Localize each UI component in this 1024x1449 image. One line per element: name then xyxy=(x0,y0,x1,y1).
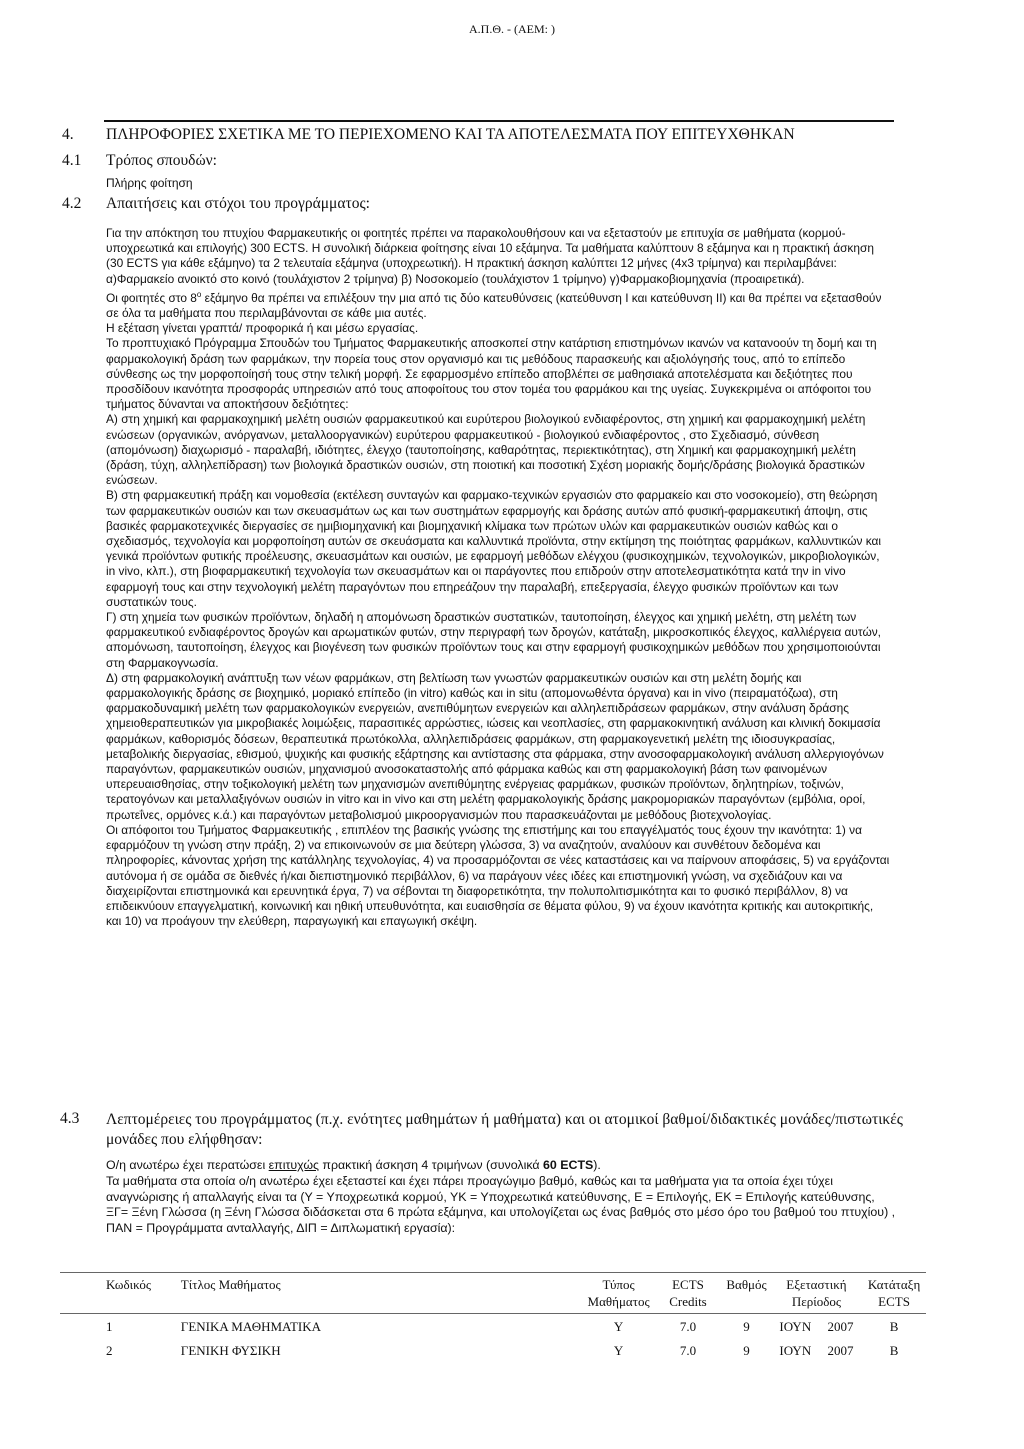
col-grade-header: Βαθμός xyxy=(726,1277,767,1292)
cell-type: Υ xyxy=(613,1319,624,1334)
col-period-header: Εξεταστική Περίοδος xyxy=(786,1277,847,1309)
cell-class: Β xyxy=(889,1319,899,1334)
col-code-header: Κωδικός xyxy=(106,1277,151,1292)
practice-ects-bold: 60 ECTS xyxy=(543,1158,594,1172)
skills-c-paragraph: Γ) στη χημεία των φυσικών προϊόντων, δηλαδή η απομόνωση δραστικών συστατικών, ταυτοποίηση, έλεγχος και χημική μελέτη, στη μελέτη των φαρμακευτικού ενδιαφέροντος δρογών και αρωματικών φυτών, στην περιγραφή των δρογών, κατάταξη, μικροσκοπικός έλεγχος, καλλιέργεια αυτών, απομόνωση, ταυτοποίηση, έλεγχος και βιογένεση των φυσικών προϊόντων τους και στην εφαρμογή φυσικοχημικών μεθόδων που χρησιμοποιούνται στη Φαρμακογνωσία. xyxy=(106,610,881,670)
table-header-row xyxy=(60,1273,926,1314)
skills-d-paragraph: Δ) στη φαρμακολογική ανάπτυξη των νέων φαρμάκων, στη βελτίωση των γνωστών φαρμακευτικών ουσιών και στη μελέτη δομής και φαρμακολογικής δράσης σε βιοχημικό, μοριακό επίπεδο (in vitro) καθώς και in situ (απομονωθέντα όργανα) και in vivo (πειραματόζωα), στη φαρμακοδυναμική μελέτη των φαρμακολογικών ενεργειών, ανεπιθύμητων ενεργειών και αλληλεπιδράσεων φαρμάκων, στην ανάλυση δράσης χημειοθεραπευτικών για μικροβιακές λοιμώξεις, παρασιτικές αρρώστιες, ιώσεις και νεοπλασίες, στη φαρμακοκινητική ανάλυση και κλινική δοκιμασία φαρμάκων, καθορισμός δόσεων, θεραπευτικά πρωτόκολλα, αλληλεπιδράσεις φαρμάκων, στη φαρμακογενετική μελέτη της ιδιοσυγκρασίας, μεταβολικής διεργασίας, εθισμού, ψυχικής και φυσικής εξάρτησης και αντίστασης στα φάρμακα, στην ανοσοφαρμακολογική ανάλυση αλλεργιογόνων παραγόντων, φαρμακευτικών ουσιών, μηχανισμού ανοσοκαταστολής από φάρμακα καθώς και στη φαρμακολογική βάση των φαινομένων υπερευαισθησίας, στην τοξικολογική μελέτη των μηχανισμών ανεπιθύμητης ενέργειας φαρμάκων, φυσικών προϊόντων, δηλητηρίων, τοξινών, τερατογόνων και μεταλλαξιγόνων ουσιών in vitro και in vivo και στη μελέτη φαρμακολογικής δράσης μακρομοριακών παραγόντων (εμβόλια, οροί, πρωτεΐνες, ορμόνες κ.ά.) και παραγόντων μεταβολισμού μικροοργανισμών που παρασκευάζονται με μεθόδους βιοτεχνολογίας. xyxy=(106,670,884,822)
section-42-body xyxy=(106,226,890,929)
cell-year: 2007 xyxy=(827,1319,854,1334)
course-table xyxy=(60,1272,926,1362)
section-4-number: 4. xyxy=(62,126,74,143)
specialization-text-pre: Οι φοιτητές στο 8 xyxy=(106,290,197,305)
cell-period xyxy=(771,1314,862,1339)
cell-title: ΓΕΝΙΚΗ ΦΥΣΙΚΗ xyxy=(180,1343,281,1358)
legend-paragraph: Τα μαθήματα στα οποία ο/η ανωτέρω έχει εξεταστεί και έχει πάρει προαγώγιμο βαθμό, καθώς και τα μαθήματα για τα οποία έχει τύχει αναγνώρισης ή απαλλαγής είναι τα (Υ = Υποχρεωτικά κορμού, ΥΚ = Υποχρεωτικά κατεύθυνσης, Ε = Επιλογής, ΕΚ = Επιλογής κατεύθυνσης, ΞΓ= Ξένη Γλώσσα (η Ξένη Γλώσσα διδάσκεται στα 6 πρώτα εξάμηνα, και υπολογίζεται ως ένας βαθμός στο μέσο όρο του βαθμού του πτυχίου) , ΠΑΝ = Προγράμματα ανταλλαγής, ΔΙΠ = Διπλωματική εργασία): xyxy=(106,1173,896,1236)
practice-text-mid: πρακτική άσκηση 4 τριμήνων (συνολικά xyxy=(318,1158,544,1172)
aim-paragraph: Το προπτυχιακό Πρόγραμμα Σπουδών του Τμήματος Φαρμακευτικής αποσκοπεί στην κατάρτιση επιστημόνων ικανών να κατανοούν τη δομή και τη φαρμακολογική δράση των φαρμάκων, την πορεία τους στον οργανισμό και τις μεθόδους παρασκευής και αξιολόγησής τους, από το επίπεδο σύνθεσης ως την μορφοποίησή τους στην τελική μορφή. Σε εφαρμοσμένο επίπεδο αποβλέπει σε μαθησιακά αποτελέσματα και δεξιότητες που προσδίδουν ικανότητα προσφοράς υπηρεσιών από τους αποφοίτους του στον τομέα του φαρμάκου και της υγείας. Συγκεκριμένα οι απόφοιτοι του τμήματος δύνανται να αποκτήσουν δεξιότητες: xyxy=(106,336,877,412)
header-text: Α.Π.Θ. - (ΑΕΜ: ) xyxy=(469,22,555,36)
table-row xyxy=(60,1314,926,1339)
cell-code: 1 xyxy=(106,1319,113,1334)
section-41-title: Τρόπος σπουδών: xyxy=(106,152,217,169)
col-type-header: Τύπος Μαθήματος xyxy=(587,1277,650,1309)
section-4-title: ΠΛΗΡΟΦΟΡΙΕΣ ΣΧΕΤΙΚΑ ΜΕ ΤΟ ΠΕΡΙΕΧΟΜΕΝΟ ΚΑΙ ΤΑ ΑΠΟΤΕΛΕΣΜΑΤΑ ΠΟΥ ΕΠΙΤΕΥΧΘΗΚΑΝ xyxy=(106,126,795,143)
graduates-paragraph: Οι απόφοιτοι του Τμήματος Φαρμακευτικής , επιπλέον της βασικής γνώσης της επιστήμης και του επαγγέλματός τους έχουν την ικανότητα: 1) να εφαρμόζουν τη γνώση στην πράξη, 2) να επικοινωνούν σε μια δεύτερη γλώσσα, 3) να αναζητούν, αναλύουν και συνθέτουν δεδομένα και πληροφορίες, κάνοντας χρήση της κατάλληλης τεχνολογίας, 4) να προσαρμόζονται σε νέες καταστάσεις και να παίρνουν αποφάσεις, 5) να εργάζονται αυτόνομα ή σε ομάδα σε διεθνές ή/και διεπιστημονικό περιβάλλον, 6) να παράγουν νέες ιδέες και επιστημονική γνώση, να σχεδιάζουν και να διαχειρίζονται επιστημονικά και ερευνητικά έργα, 7) να σέβονται τη διαφορετικότητα, την πολυπολιτισμικότητα και το φυσικό περιβάλλον, 8) να επιδεικνύουν επαγγελματική, κοινωνική και ηθική υπευθυνότητα, και ευαισθησία σε θέματα φύλου, 9) να έχουν ικανότητα κριτικής και αυτοκριτικής, και 10) να προάγουν την ελεύθερη, παραγωγική και επαγωγική σκέψη. xyxy=(106,822,890,929)
col-title-header: Τίτλος Μαθήματος xyxy=(180,1277,281,1292)
cell-ects: 7.0 xyxy=(679,1319,697,1334)
cell-period xyxy=(771,1338,862,1362)
practice-text-pre: Ο/η ανωτέρω έχει περατώσει xyxy=(106,1158,269,1172)
cell-grade: 9 xyxy=(743,1343,750,1358)
cell-ects: 7.0 xyxy=(679,1343,697,1358)
course-table-header xyxy=(60,1273,926,1314)
section-43-number: 4.3 xyxy=(60,1110,80,1127)
cell-class: Β xyxy=(889,1343,899,1358)
section-42-number: 4.2 xyxy=(62,195,82,212)
study-mode-value: Πλήρης φοίτηση xyxy=(106,176,193,190)
col-ects-header: ECTS Credits xyxy=(669,1277,707,1309)
specialization-text-post: εξάμηνο θα πρέπει να επιλέξουν την μια από τις δύο κατευθύνσεις (κατεύθυνση Ι και κατεύθυνση ΙΙ) και θα πρέπει να εξετασθούν σε όλα τα μαθήματα που περιλαμβάνονται σε κάθε μια αυτές. xyxy=(106,290,882,320)
page-header xyxy=(0,22,1024,37)
practice-paragraph xyxy=(106,1158,896,1174)
cell-grade: 9 xyxy=(743,1319,750,1334)
ordinal-superscript: ο xyxy=(196,289,202,299)
exam-paragraph: Η εξέταση γίνεται γραπτά/ προφορικά ή και μέσω εργασίας. xyxy=(106,321,419,336)
practice-success-underlined: επιτυχώς xyxy=(268,1158,319,1172)
cell-year: 2007 xyxy=(827,1343,854,1358)
cell-month: ΙΟΥΝ xyxy=(779,1319,812,1334)
section-42-title: Απαιτήσεις και στόχοι του προγράμματος: xyxy=(106,195,370,212)
section-divider xyxy=(104,120,894,122)
section-43-body xyxy=(106,1158,896,1237)
section-43-title: Λεπτομέρειες του προγράμματος (π.χ. ενότητες μαθημάτων ή μαθήματα) και οι ατομικοί βαθμοί/διδακτικές μονάδες/πιστωτικές μονάδες που ελήφθησαν: xyxy=(106,1111,903,1148)
course-table-body xyxy=(60,1314,926,1363)
table-row xyxy=(60,1338,926,1362)
skills-a-paragraph: Α) στη χημική και φαρμακοχημική μελέτη ουσιών φαρμακευτικού και ευρύτερου βιολογικού ενδιαφέροντος, στη χημική και φαρμακοχημική μελέτη ενώσεων (οργανικών, ανόργανων, μεταλλοοργανικών) ευρύτερου φαρμακευτικού - βιολογικού ενδιαφέροντος , στο Σχεδιασμό, σύνθεση (απομόνωση) διαχωρισμό - παραλαβή, ιδιότητες, έλεγχο (ταυτοποίησης, καθαρότητας, περιεκτικότητας), στη Χημική και φαρμακοχημική μελέτη (δράση, τύχη, αλληλεπίδραση) των βιολογικά δραστικών ουσιών, στη ποιοτική και ποσοτική Σχέση μοριακής δομής/δράσης βιολογικά δραστικών ενώσεων. xyxy=(106,412,866,488)
cell-type: Υ xyxy=(613,1343,624,1358)
skills-b-paragraph: Β) στη φαρμακευτική πράξη και νομοθεσία (εκτέλεση συνταγών και φαρμακο-τεχνικών εργασιών στο φαρμακείο και στο νοσοκομείο), στη θεώρηση των φαρμακευτικών ουσιών και των σκευασμάτων ως και των συστημάτων εφαρμογής και δράσης αυτών από φυσική-φαρμακευτική άποψη, στις βασικές φαρμακοτεχνικές διεργασίες σε ημιβιομηχανική και βιομηχανική κλίμακα των πρώτων υλών και φαρμακευτικών ουσιών καθώς και ο σχεδιασμός, τεχνολογία και μορφοποίηση αυτών σε σκευάσματα και καλλυντικά προϊόντα, στην εκτίμηση της ποιότητας φαρμάκων, καλλυντικών και γενικά προϊόντων φυτικής προέλευσης, σκευασμάτων και ουσιών, με εφαρμογή μεθόδων ελέγχου (φυσικοχημικών, τεχνολογικών, μικροβιολογικών, in vivo, κλπ.), στη βιοφαρμακευτική τεχνολογία των σκευασμάτων και οι παράγοντες που επιδρούν στην αποτελεσματικότητα κατά την in vivo εφαρμογή τους και στην τεχνολογική μελέτη παραγόντων που επηρεάζουν την παραλαβή, επεξεργασία, έλεγχο φυσικών προϊόντων και των συστατικών τους. xyxy=(106,488,882,609)
specialization-paragraph xyxy=(106,287,890,321)
cell-month: ΙΟΥΝ xyxy=(779,1343,812,1358)
col-class-header: Κατάταξη ECTS xyxy=(867,1277,921,1309)
cell-title: ΓΕΝΙΚΑ ΜΑΘΗΜΑΤΙΚΑ xyxy=(180,1319,322,1334)
section-41-number: 4.1 xyxy=(62,152,82,169)
practice-text-post: ). xyxy=(593,1158,601,1172)
requirements-paragraph: Για την απόκτηση του πτυχίου Φαρμακευτικής οι φοιτητές πρέπει να παρακολουθήσουν και να εξεταστούν με επιτυχία σε μαθήματα (κορμού-υποχρεωτικά και επιλογής) 300 ECTS. Η συνολική διάρκεια φοίτησης είναι 10 εξάμηνα. Τα μαθήματα καλύπτουν 8 εξάμηνα και η πρακτική άσκηση (30 ECTS για κάθε εξάμηνο) τα 2 τελευταία εξάμηνα (υποχρεωτική). Η πρακτική άσκηση καλύπτει 12 μήνες (4x3 τρίμηνα) και περιλαμβάνει: α)Φαρμακείο ανοικτό στο κοινό (τουλάχιστον 2 τρίμηνα) β) Νοσοκομείο (τουλάχιστον 1 τρίμηνο) γ)Φαρμακοβιομηχανία (προαιρετικά). xyxy=(106,226,874,286)
cell-code: 2 xyxy=(106,1343,113,1358)
